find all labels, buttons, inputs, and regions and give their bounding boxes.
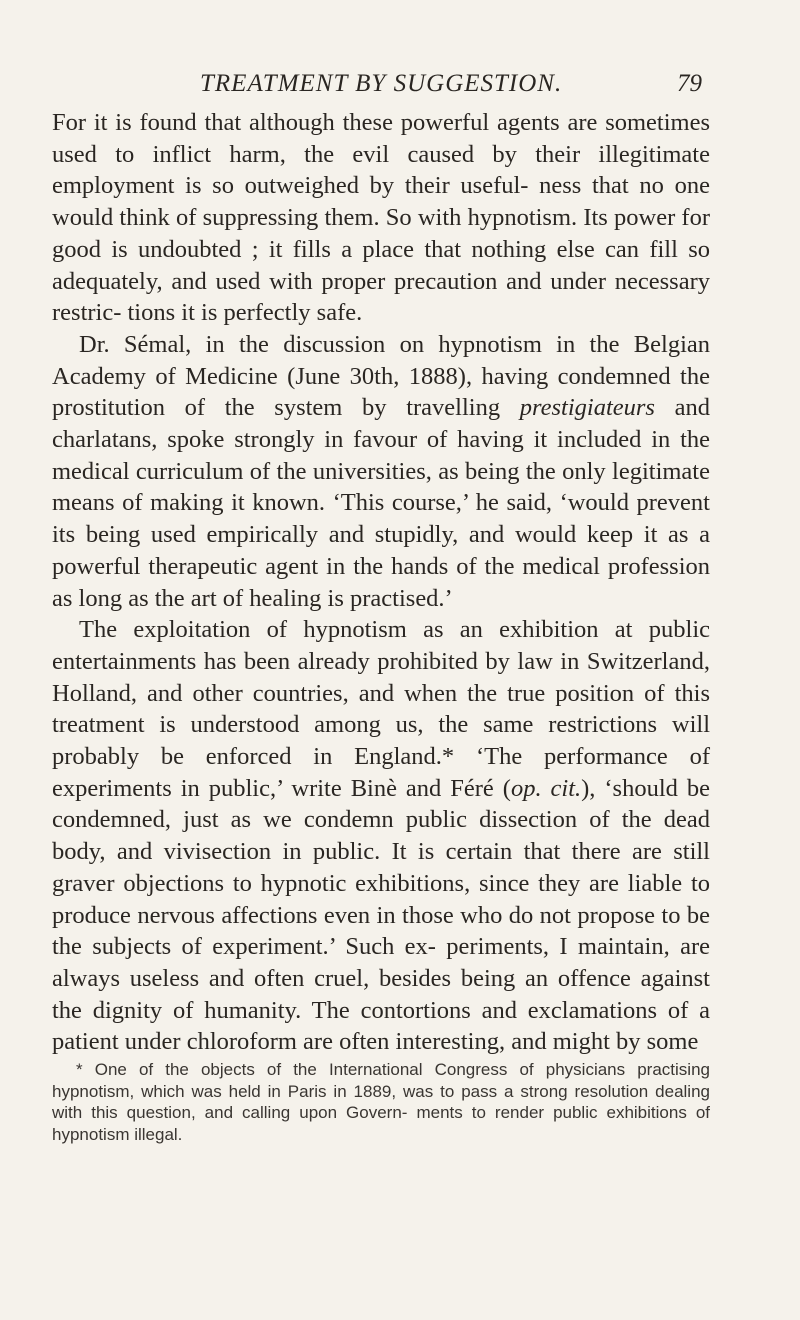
footnote bbox=[52, 1059, 710, 1145]
paragraph-2-text-a: Dr. Sémal, in the discussion on hypnotism in the Belgian Academy of Medicine (June 30th, 1888), having condemned the prostitution of the system by travelling bbox=[52, 330, 710, 422]
footnote-text: * One of the objects of the International Congress of physicians practising hypnotism, which was held in Paris in 1889, was to pass a strong resolution dealing with this question, and calling upon Govern- ments to render public exhibitions of hypnotism illegal. bbox=[52, 1060, 710, 1144]
paragraph-1 bbox=[52, 107, 710, 329]
running-head bbox=[200, 70, 702, 102]
running-title: TREATMENT BY SUGGESTION. bbox=[200, 70, 563, 97]
paragraph-2 bbox=[52, 329, 710, 614]
paragraph-2-italic: prestigiateurs bbox=[519, 394, 655, 422]
paragraph-3-text-b: ), ‘should be condemned, just as we condemn public dissection of the dead body, and vivisection in public. It is certain that there are still graver objections to hypnotic exhibitions, since they are liable to produce nervous affections even in those who do not propose to be the subjects of experiment.’ Such ex- periments, I maintain, are always useless and often cruel, besides being an offence against the dignity of humanity. The contortions and exclamations of a patient under chloroform are often interesting, and might by some bbox=[52, 774, 710, 1056]
page-number: 79 bbox=[677, 70, 702, 97]
paragraph-2-text-b: and charlatans, spoke strongly in favour of having it included in the medical curriculum of the universities, as being the only legitimate means of making it known. ‘This course,’ he said, ‘would prevent its being used empirically and stupidly, and would keep it as a powerful therapeutic agent in the hands of the medical profession as long as the art of healing is practised.’ bbox=[52, 394, 711, 612]
paragraph-3 bbox=[52, 614, 710, 1058]
paragraph-3-text-a: The exploitation of hypnotism as an exhibition at public entertainments has been already prohibited by law in Switzerland, Holland, and other countries, and when the true position of this treatment is understood among us, the same restrictions will probably be enforced in England.* ‘The performance of experiments in public,’ write Binè and Féré ( bbox=[52, 616, 710, 802]
body-text bbox=[52, 107, 710, 1058]
paragraph-1-text: For it is found that although these powerful agents are sometimes used to inflict harm, the evil caused by their illegitimate employment is so outweighed by their useful- ness that no one would think of suppressing them. So with hypnotism. Its power for good is undoubted ; it fills a place that nothing else can fill so adequately, and used with proper precaution and under necessary restric- tions it is perfectly safe. bbox=[52, 109, 710, 327]
paragraph-3-italic: op. cit. bbox=[510, 774, 582, 802]
